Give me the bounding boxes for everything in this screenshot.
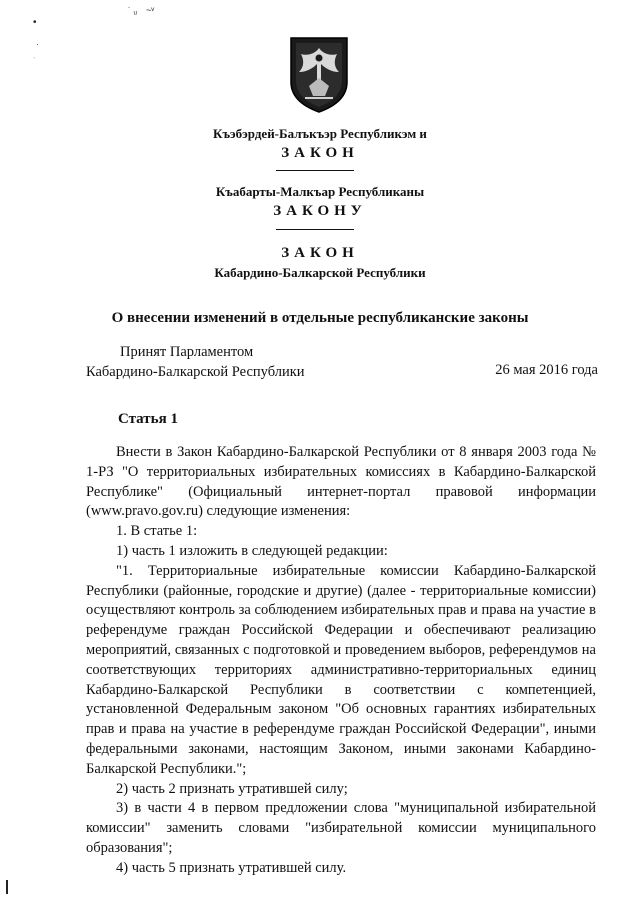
scan-speck: ~ᵛ <box>146 5 155 15</box>
scan-edge-mark <box>6 880 8 894</box>
scan-speck: • <box>33 17 37 28</box>
header-balkar-line: Къабарты-Малкъар Республиканы <box>215 184 425 199</box>
adopted-by-line: Принят Парламентом <box>120 344 254 360</box>
article-paragraph: 4) часть 5 признать утратившей силу. <box>116 859 347 876</box>
header-kabardian-word: ЗАКОН <box>281 145 359 161</box>
coat-of-arms-emblem <box>287 34 351 114</box>
adopted-body-line: Кабардино-Балкарской Республики <box>86 364 305 380</box>
header-russian-word: ЗАКОН <box>281 245 359 261</box>
article-paragraph: 1) часть 1 изложить в следующей редакции: <box>116 542 388 559</box>
header-divider <box>276 170 354 171</box>
article-paragraph: 3) в части 4 в первом предложении слова "муниципальной избирательной комиссии" заменить словами "избирательной комиссии муниципального образования"; <box>86 800 596 856</box>
article-heading: Статья 1 <box>118 411 178 427</box>
scan-speck: ˙ ᵤ <box>128 6 137 16</box>
article-paragraph: Внести в Закон Кабардино-Балкарской Республики от 8 января 2003 года № 1-РЗ "О территориальных избирательных комиссиях в Кабардино-Балкарской Республике" (Официальный интернет-портал правовой информации (www.pravo.gov.ru) следующие изменения: <box>86 444 596 520</box>
header-kabardian-line: Къэбэрдей-Балъкъэр Республикэм и <box>213 126 427 141</box>
adoption-date: 26 мая 2016 года <box>495 362 598 378</box>
header-russian-line: Кабардино-Балкарской Республики <box>214 265 426 280</box>
header-divider <box>276 229 354 230</box>
adoption-info <box>86 342 305 382</box>
scan-speck: · <box>36 40 39 49</box>
article-paragraph: "1. Территориальные избирательные комиссии Кабардино-Балкарской Республики (районные, городские и другие) (далее - территориальные комиссии) осуществляют контроль за соблюдением избирательных прав и права на участие в референдуме граждан Российской Федерации и обеспечивают реализацию мероприятий, связанных с подготовкой и проведением выборов, референдумов на соответствующих территориях административно-территориальных единиц Кабардино-Балкарской Республики в соответствии с компетенцией, установленной Федеральным законом "Об основных гарантиях избирательных прав и права на участие в референдуме граждан Российской Федерации", иными федеральными законами, настоящим Законом, иными законами Кабардино-Балкарской Республики."; <box>86 562 596 777</box>
header-balkar-word: ЗАКОНУ <box>273 203 367 219</box>
article-paragraph: 1. В статье 1: <box>116 523 198 540</box>
document-title: О внесении изменений в отдельные республиканские законы <box>111 310 529 326</box>
scan-speck: ˑ <box>33 55 36 64</box>
article-paragraph: 2) часть 2 признать утратившей силу; <box>116 780 348 797</box>
article-body <box>86 443 596 879</box>
